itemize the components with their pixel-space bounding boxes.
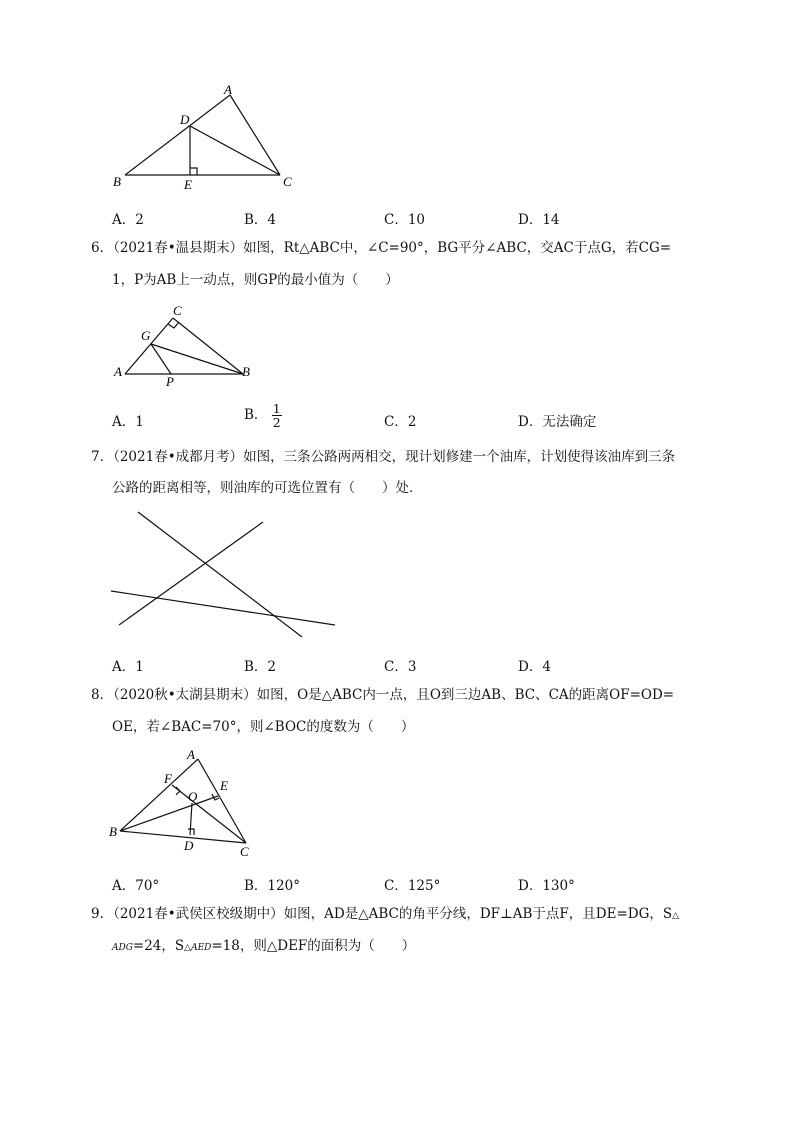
q9-stem-line2-end: =18，则△DEF的面积为（ ） (211, 938, 416, 954)
q7-option-b[interactable]: B．2 (244, 659, 277, 675)
q5-figure (100, 80, 320, 195)
q9-stem-line2 (112, 936, 415, 958)
q9-stem-line1-text: 9．（2021春•武侯区校级期中）如图，AD是△ABC的角平分线，DF⊥AB于点F，且DE=DG，S (91, 906, 673, 922)
q6-right-angle-mark (168, 322, 179, 328)
q6-fraction-numerator: 1 (272, 401, 281, 416)
q7-option-c[interactable]: C．3 (384, 659, 417, 675)
q5-option-b[interactable]: B．4 (244, 212, 277, 228)
q5-segment-ac (230, 95, 280, 175)
q6-figure (105, 298, 265, 388)
q8-segment-fc (172, 785, 246, 843)
q6-segment-cb (173, 318, 243, 374)
q8-segment-od (190, 803, 192, 835)
q8-label-d: D (184, 838, 194, 853)
q7-road-1 (138, 512, 302, 637)
q9-stem-line2-sub2: △AED (184, 943, 212, 953)
q6-option-a[interactable]: A．1 (112, 414, 144, 430)
q5-label-a: A (224, 82, 232, 97)
q8-figure (100, 745, 270, 865)
q6-option-b-label: B． (244, 407, 268, 423)
q6-stem-line1: 6．（2021春•温县期末）如图，Rt△ABC中，∠C=90°，BG平分∠ABC，交AC于点G，若CG= (91, 240, 672, 256)
q6-segment-gp (151, 344, 171, 374)
q7-option-d[interactable]: D．4 (518, 659, 551, 675)
q6-label-b: B (242, 364, 250, 379)
q6-option-b[interactable] (244, 402, 282, 429)
q8-right-angle-f (176, 787, 180, 795)
q5-label-d: D (180, 112, 190, 127)
q9-stem-line1 (91, 904, 679, 926)
q8-option-b[interactable]: B．120° (244, 878, 300, 894)
q8-option-d[interactable]: D．130° (518, 878, 575, 894)
q8-option-c[interactable]: C．125° (384, 878, 441, 894)
q6-option-d[interactable]: D．无法确定 (518, 414, 597, 430)
q5-label-c: C (283, 174, 292, 189)
q5-segment-ba (125, 95, 230, 175)
q9-stem-line2-text: =24，S (132, 938, 185, 954)
q8-right-angle-d (188, 829, 194, 835)
q8-label-a: A (187, 747, 195, 762)
q6-stem-line2: 1，P为AB上一动点，则GP的最小值为（ ） (112, 272, 399, 288)
q5-option-c[interactable]: C．10 (384, 212, 426, 228)
q6-label-p: P (166, 374, 174, 388)
q8-label-c: C (240, 844, 249, 859)
q5-right-angle-mark (190, 168, 197, 175)
q8-label-b: B (109, 824, 117, 839)
q8-segment-bc (120, 831, 246, 843)
q8-label-e: E (220, 778, 228, 793)
q9-stem-line2-sub: ADG (112, 943, 133, 953)
q7-road-3 (111, 591, 335, 625)
q7-stem-line2: 公路的距离相等，则油库的可选位置有（ ）处． (112, 480, 423, 496)
q8-stem-line1: 8．（2020秋•太湖县期末）如图，O是△ABC内一点，且O到三边AB、BC、CA的距离OF=OD= (91, 687, 675, 703)
q7-figure (105, 505, 345, 645)
q8-option-a[interactable]: A．70° (112, 878, 160, 894)
q6-fraction-denominator: 2 (272, 415, 281, 430)
q7-stem-line1: 7．（2021春•成都月考）如图，三条公路两两相交，现计划修建一个油库，计划使得该油库到三条 (91, 449, 676, 465)
q8-segment-ba (120, 759, 198, 831)
q6-option-b-fraction (272, 402, 282, 429)
q6-segment-gb (151, 344, 243, 374)
q5-segment-dc (190, 126, 280, 175)
q6-label-g: G (141, 328, 151, 343)
q6-option-c[interactable]: C．2 (384, 414, 417, 430)
q8-label-o: O (188, 789, 198, 804)
q5-option-a[interactable]: A．2 (112, 212, 144, 228)
q5-label-b: B (113, 174, 121, 189)
q6-label-c: C (173, 303, 182, 318)
q8-segment-be (120, 796, 218, 831)
q6-label-a: A (114, 364, 122, 379)
q8-stem-line2: OE，若∠BAC=70°，则∠BOC的度数为（ ） (112, 719, 415, 735)
q7-option-a[interactable]: A．1 (112, 659, 144, 675)
q5-option-d[interactable]: D．14 (518, 212, 560, 228)
q7-road-2 (119, 522, 263, 625)
q8-label-f: F (164, 771, 172, 786)
q5-label-e: E (184, 177, 192, 192)
q9-stem-line1-sub: △ (672, 911, 680, 921)
